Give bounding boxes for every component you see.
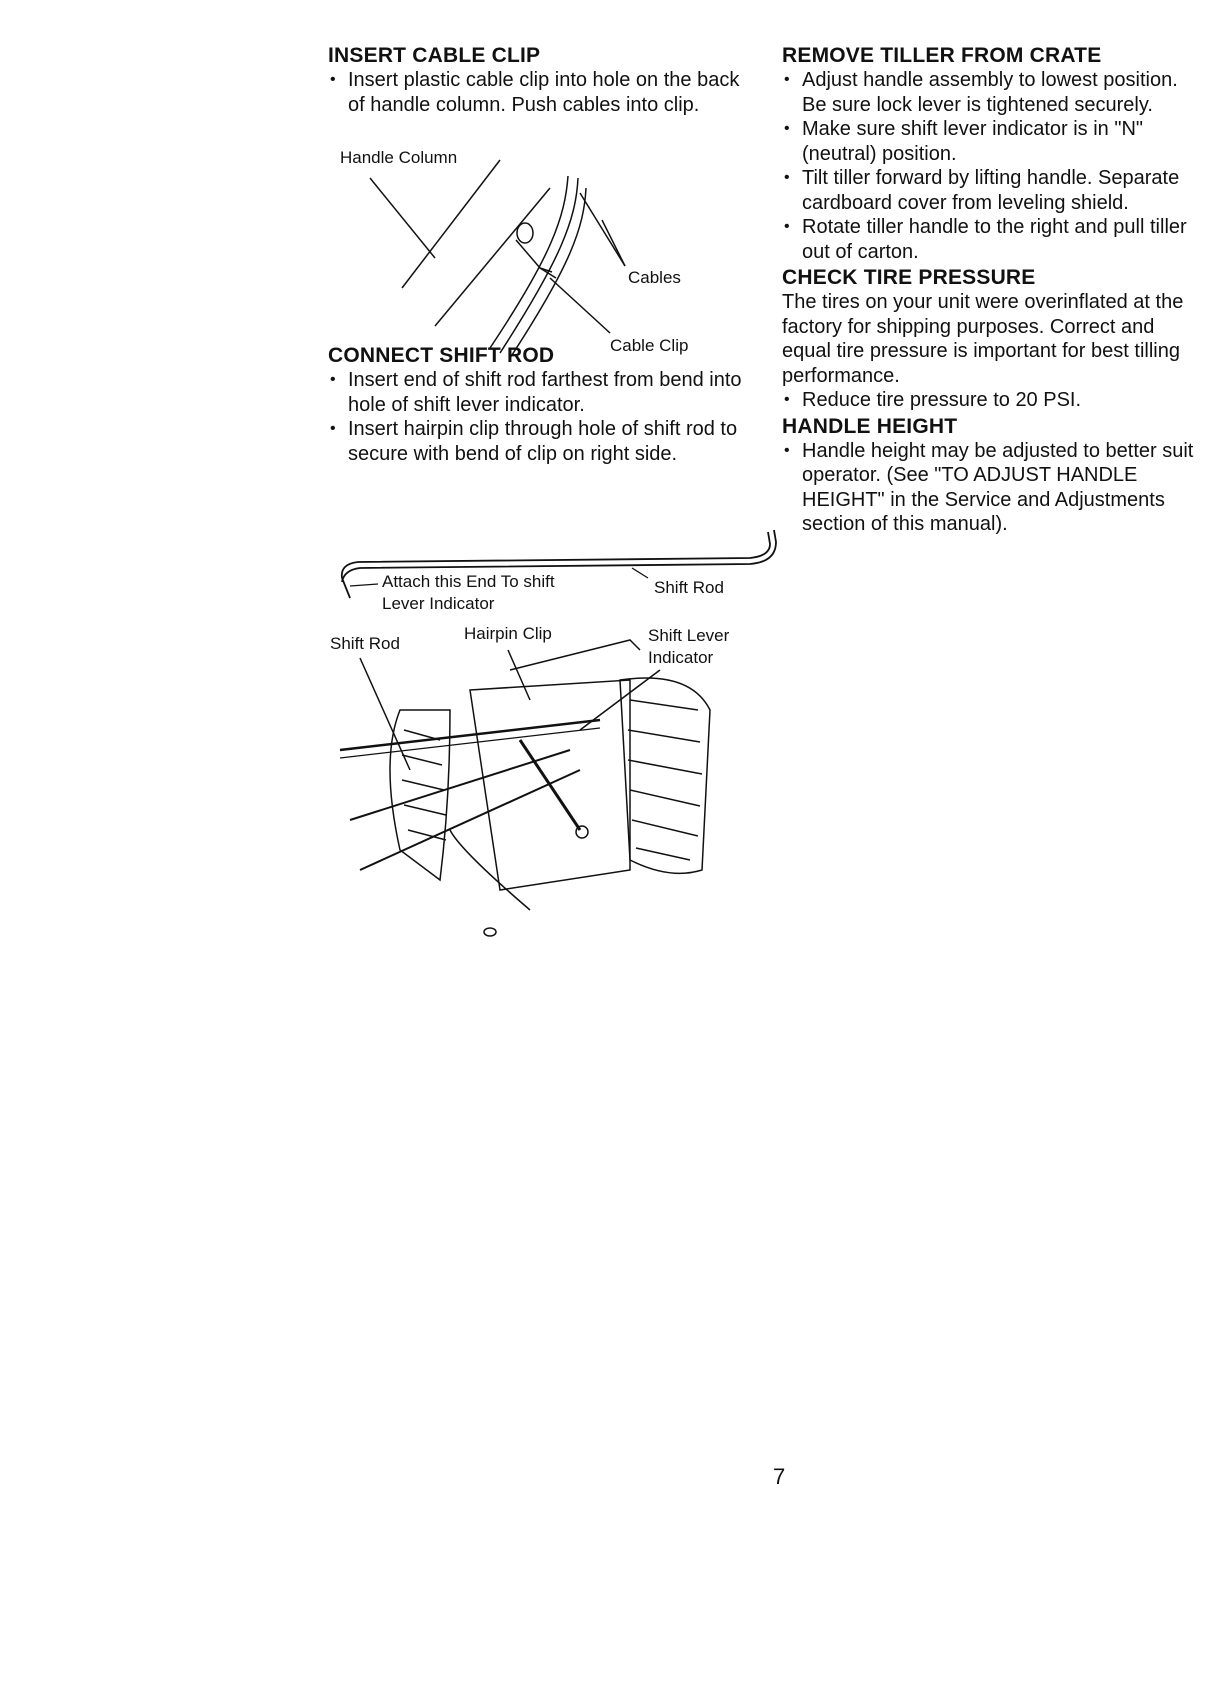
list-item: • Insert plastic cable clip into hole on the back of handle column. Push cables into clip. [328, 68, 748, 117]
list-item: • Adjust handle assembly to lowest position. Be sure lock lever is tightened securely. [782, 68, 1202, 117]
check-tire-pressure-heading: CHECK TIRE PRESSURE [782, 266, 1036, 289]
connect-shift-rod-section [328, 344, 748, 466]
lever-indicator-label: Lever Indicator [382, 594, 495, 613]
list-item: • Insert end of shift rod farthest from bend into hole of shift lever indicator. [328, 368, 748, 417]
remove-tiller-list [782, 68, 1202, 264]
handle-column-label: Handle Column [340, 148, 458, 167]
insert-cable-clip-list [328, 68, 748, 117]
list-item: • Tilt tiller forward by lifting handle. Separate cardboard cover from leveling shield. [782, 166, 1202, 215]
cable-clip-drawing [340, 148, 720, 358]
handle-height-heading: HANDLE HEIGHT [782, 414, 958, 438]
shift-lever-label: Shift Lever [648, 626, 730, 645]
left-column [328, 44, 748, 117]
connect-shift-rod-list [328, 368, 748, 466]
remove-tiller-heading: REMOVE TILLER FROM CRATE [782, 44, 1102, 67]
tiller-figure [330, 620, 750, 940]
indicator-label: Indicator [648, 648, 714, 667]
shift-rod-figure [330, 520, 770, 613]
hairpin-clip-label: Hairpin Clip [464, 624, 552, 643]
list-item: • Insert hairpin clip through hole of shift rod to secure with bend of clip on right side. [328, 417, 748, 466]
insert-cable-clip-heading: INSERT CABLE CLIP [328, 44, 541, 67]
handle-height-list [782, 439, 1202, 537]
attach-end-label: Attach this End To shift [382, 572, 555, 591]
page-number: 7 [773, 1464, 786, 1489]
shift-rod-label: Shift Rod [654, 578, 724, 597]
list-item: • Handle height may be adjusted to better suit operator. (See "TO ADJUST HANDLE HEIGHT" in the Service and Adjustments section of this manual). [782, 439, 1202, 537]
connect-shift-rod-heading: CONNECT SHIFT ROD [328, 344, 555, 367]
tire-pressure-list [782, 388, 1202, 413]
cables-label: Cables [628, 268, 681, 287]
tiller-drawing [330, 620, 750, 940]
shift-rod-label-2: Shift Rod [330, 634, 400, 653]
list-item: • Make sure shift lever indicator is in "N" (neutral) position. [782, 117, 1202, 166]
list-item: • Reduce tire pressure to 20 PSI. [782, 388, 1202, 413]
cable-clip-label: Cable Clip [610, 336, 689, 355]
cable-clip-figure [340, 148, 720, 358]
tire-pressure-paragraph: The tires on your unit were overinflated at the factory for shipping purposes. Correct and equal tire pressure is important for best tilling performance. [782, 291, 1184, 387]
right-column [782, 44, 1202, 537]
list-item: • Rotate tiller handle to the right and pull tiller out of carton. [782, 215, 1202, 264]
